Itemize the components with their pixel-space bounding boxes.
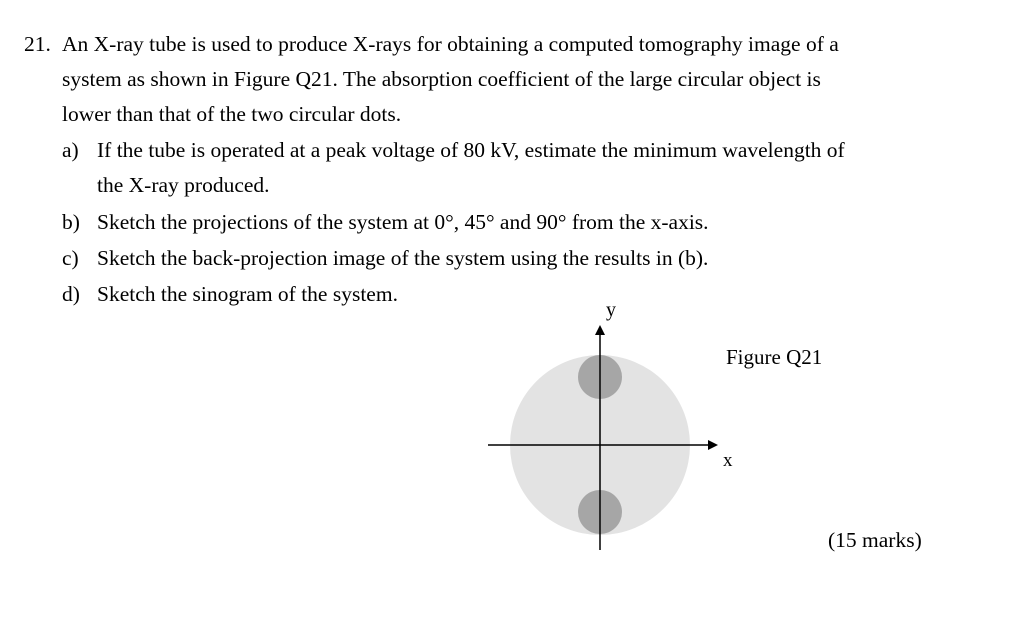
part-c-label: c) bbox=[62, 246, 79, 270]
question-intro-line-2: system as shown in Figure Q21. The absorption coefficient of the large circular object is bbox=[62, 67, 821, 91]
part-a-line-1: If the tube is operated at a peak voltage of 80 kV, estimate the minimum wavelength of bbox=[97, 138, 845, 162]
figure-caption: Figure Q21 bbox=[726, 345, 823, 369]
marks-label: (15 marks) bbox=[828, 528, 922, 552]
part-d-line-1: Sketch the sinogram of the system. bbox=[97, 282, 398, 306]
y-axis-label: y bbox=[606, 299, 616, 321]
part-c-line-1: Sketch the back-projection image of the system using the results in (b). bbox=[97, 246, 709, 270]
part-b-label: b) bbox=[62, 210, 80, 234]
part-a-line-2: the X-ray produced. bbox=[97, 173, 270, 197]
question-intro-line-3: lower than that of the two circular dots. bbox=[62, 102, 402, 126]
question-intro-line-1: An X-ray tube is used to produce X-rays for obtaining a computed tomography image of a bbox=[62, 32, 839, 56]
figure-q21 bbox=[470, 295, 823, 570]
part-a-label: a) bbox=[62, 138, 79, 162]
x-axis-label: x bbox=[723, 450, 733, 471]
part-b-line-1: Sketch the projections of the system at 0°, 45° and 90° from the x-axis. bbox=[97, 210, 709, 234]
question-number: 21. bbox=[24, 32, 51, 56]
figure-q21-diagram bbox=[470, 295, 740, 565]
part-d-label: d) bbox=[62, 282, 80, 306]
